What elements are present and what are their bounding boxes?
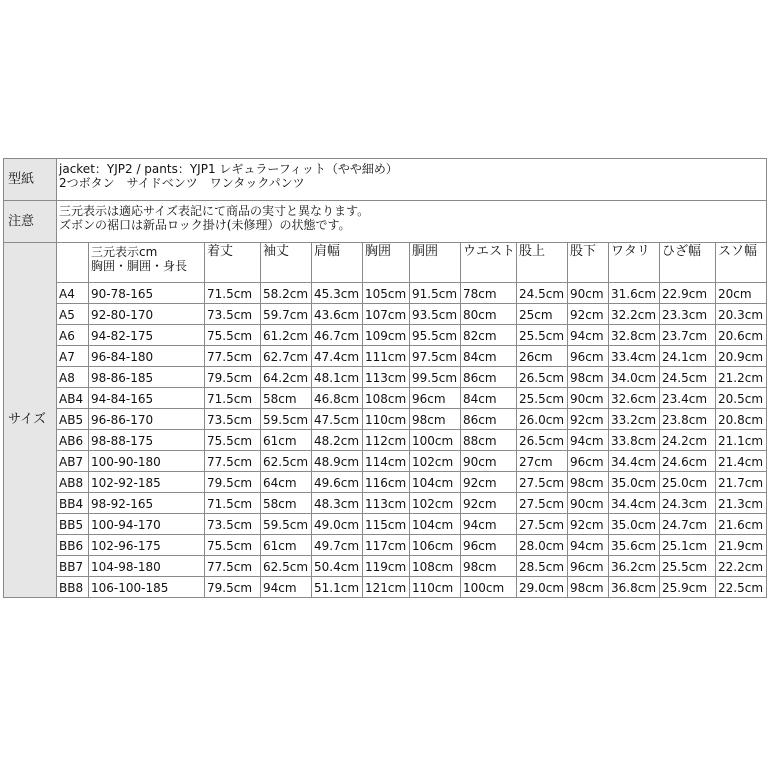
table-row: [4, 388, 767, 409]
size-code: A7: [57, 346, 89, 367]
measurement-cell: 20.8cm: [716, 409, 767, 430]
sanmoto-value: 96-84-180: [89, 346, 205, 367]
measurement-cell: 94cm: [261, 577, 312, 598]
measurement-cell: 36.2cm: [609, 556, 660, 577]
measurement-cell: 94cm: [568, 535, 609, 556]
header-col-5: ウエスト: [461, 243, 517, 283]
measurement-cell: 77.5cm: [205, 451, 261, 472]
measurement-cell: 34.4cm: [609, 493, 660, 514]
size-code: BB8: [57, 577, 89, 598]
header-sanmoto-line-1: 三元表示cm: [91, 245, 158, 259]
measurement-cell: 113cm: [363, 367, 410, 388]
measurement-cell: 20.6cm: [716, 325, 767, 346]
table-row: [4, 472, 767, 493]
measurement-cell: 21.6cm: [716, 514, 767, 535]
pattern-line-2: 2つボタン サイドベンツ ワンタックパンツ: [59, 176, 305, 190]
measurement-cell: 25.5cm: [517, 388, 568, 409]
measurement-cell: 33.4cm: [609, 346, 660, 367]
measurement-cell: 88cm: [461, 430, 517, 451]
header-col-3: 胸囲: [363, 243, 410, 283]
measurement-cell: 32.2cm: [609, 304, 660, 325]
measurement-cell: 45.3cm: [312, 283, 363, 304]
size-code: AB8: [57, 472, 89, 493]
header-col-2: 肩幅: [312, 243, 363, 283]
measurement-cell: 110cm: [363, 409, 410, 430]
table-row: [4, 493, 767, 514]
table-row: [4, 535, 767, 556]
measurement-cell: 61.2cm: [261, 325, 312, 346]
measurement-cell: 90cm: [568, 493, 609, 514]
measurement-cell: 23.8cm: [660, 409, 716, 430]
table-row: [4, 451, 767, 472]
measurement-cell: 58cm: [261, 493, 312, 514]
measurement-cell: 117cm: [363, 535, 410, 556]
header-col-1: 袖丈: [261, 243, 312, 283]
measurement-cell: 96cm: [568, 556, 609, 577]
table-row: [4, 346, 767, 367]
measurement-cell: 79.5cm: [205, 367, 261, 388]
size-code: A5: [57, 304, 89, 325]
measurement-cell: 75.5cm: [205, 535, 261, 556]
pattern-label: 型紙: [4, 159, 57, 201]
size-code: A4: [57, 283, 89, 304]
measurement-cell: 93.5cm: [410, 304, 461, 325]
measurement-cell: 64.2cm: [261, 367, 312, 388]
table-row: [4, 304, 767, 325]
note-label: 注意: [4, 201, 57, 243]
measurement-cell: 49.7cm: [312, 535, 363, 556]
header-col-0: 着丈: [205, 243, 261, 283]
measurement-cell: 33.2cm: [609, 409, 660, 430]
measurement-cell: 64cm: [261, 472, 312, 493]
sanmoto-value: 102-96-175: [89, 535, 205, 556]
measurement-cell: 62.5cm: [261, 451, 312, 472]
measurement-cell: 102cm: [410, 451, 461, 472]
measurement-cell: 96cm: [410, 388, 461, 409]
measurement-cell: 71.5cm: [205, 388, 261, 409]
measurement-cell: 71.5cm: [205, 493, 261, 514]
measurement-cell: 92cm: [568, 304, 609, 325]
measurement-cell: 47.4cm: [312, 346, 363, 367]
measurement-cell: 58.2cm: [261, 283, 312, 304]
size-label: サイズ: [4, 243, 57, 598]
measurement-cell: 48.1cm: [312, 367, 363, 388]
measurement-cell: 92cm: [568, 514, 609, 535]
measurement-cell: 23.7cm: [660, 325, 716, 346]
header-col-8: ワタリ: [609, 243, 660, 283]
measurement-cell: 48.3cm: [312, 493, 363, 514]
measurement-cell: 90cm: [568, 388, 609, 409]
measurement-cell: 75.5cm: [205, 430, 261, 451]
note-line-1: 三元表示は適応サイズ表記にて商品の実寸と異なります。: [59, 204, 370, 218]
measurement-cell: 102cm: [410, 493, 461, 514]
sanmoto-value: 98-86-185: [89, 367, 205, 388]
measurement-cell: 71.5cm: [205, 283, 261, 304]
measurement-cell: 98cm: [568, 367, 609, 388]
measurement-cell: 99.5cm: [410, 367, 461, 388]
header-sanmoto-line-2: 胸囲・胴囲・身長: [91, 259, 188, 273]
measurement-cell: 24.5cm: [517, 283, 568, 304]
measurement-cell: 77.5cm: [205, 556, 261, 577]
measurement-cell: 115cm: [363, 514, 410, 535]
measurement-cell: 34.0cm: [609, 367, 660, 388]
measurement-cell: 86cm: [461, 367, 517, 388]
measurement-cell: 27cm: [517, 451, 568, 472]
measurement-cell: 73.5cm: [205, 409, 261, 430]
table-row: [4, 514, 767, 535]
table-row: [4, 325, 767, 346]
size-code: AB6: [57, 430, 89, 451]
measurement-cell: 21.9cm: [716, 535, 767, 556]
pattern-row: [4, 159, 767, 201]
size-chart-body: [4, 159, 767, 598]
measurement-cell: 73.5cm: [205, 304, 261, 325]
measurement-cell: 106cm: [410, 535, 461, 556]
table-row: [4, 577, 767, 598]
measurement-cell: 20.3cm: [716, 304, 767, 325]
size-code: BB5: [57, 514, 89, 535]
measurement-cell: 92cm: [568, 409, 609, 430]
measurement-cell: 111cm: [363, 346, 410, 367]
measurement-cell: 36.8cm: [609, 577, 660, 598]
measurement-cell: 62.7cm: [261, 346, 312, 367]
measurement-cell: 31.6cm: [609, 283, 660, 304]
sanmoto-value: 102-92-185: [89, 472, 205, 493]
measurement-cell: 61cm: [261, 430, 312, 451]
measurement-cell: 29.0cm: [517, 577, 568, 598]
size-code: BB4: [57, 493, 89, 514]
measurement-cell: 25.5cm: [517, 325, 568, 346]
measurement-cell: 97.5cm: [410, 346, 461, 367]
measurement-cell: 109cm: [363, 325, 410, 346]
measurement-cell: 59.5cm: [261, 514, 312, 535]
measurement-cell: 25cm: [517, 304, 568, 325]
measurement-cell: 24.6cm: [660, 451, 716, 472]
measurement-cell: 75.5cm: [205, 325, 261, 346]
measurement-cell: 24.5cm: [660, 367, 716, 388]
sanmoto-value: 90-78-165: [89, 283, 205, 304]
measurement-cell: 84cm: [461, 388, 517, 409]
measurement-cell: 21.2cm: [716, 367, 767, 388]
measurement-cell: 98cm: [568, 472, 609, 493]
measurement-cell: 20.5cm: [716, 388, 767, 409]
size-code: BB7: [57, 556, 89, 577]
measurement-cell: 35.0cm: [609, 514, 660, 535]
measurement-cell: 110cm: [410, 577, 461, 598]
measurement-cell: 25.0cm: [660, 472, 716, 493]
measurement-cell: 49.0cm: [312, 514, 363, 535]
measurement-cell: 51.1cm: [312, 577, 363, 598]
measurement-cell: 62.5cm: [261, 556, 312, 577]
sanmoto-value: 96-86-170: [89, 409, 205, 430]
measurement-cell: 59.7cm: [261, 304, 312, 325]
measurement-cell: 28.5cm: [517, 556, 568, 577]
measurement-cell: 22.5cm: [716, 577, 767, 598]
header-col-10: スソ幅: [716, 243, 767, 283]
header-col-4: 胴囲: [410, 243, 461, 283]
measurement-cell: 21.1cm: [716, 430, 767, 451]
measurement-cell: 43.6cm: [312, 304, 363, 325]
measurement-cell: 23.4cm: [660, 388, 716, 409]
table-row: [4, 430, 767, 451]
measurement-cell: 98cm: [410, 409, 461, 430]
sanmoto-value: 100-90-180: [89, 451, 205, 472]
note-row: [4, 201, 767, 243]
measurement-cell: 105cm: [363, 283, 410, 304]
measurement-cell: 22.2cm: [716, 556, 767, 577]
header-col-6: 股上: [517, 243, 568, 283]
measurement-cell: 26.5cm: [517, 430, 568, 451]
measurement-cell: 32.6cm: [609, 388, 660, 409]
measurement-cell: 47.5cm: [312, 409, 363, 430]
measurement-cell: 49.6cm: [312, 472, 363, 493]
measurement-cell: 58cm: [261, 388, 312, 409]
size-code: AB5: [57, 409, 89, 430]
header-size-blank: [57, 243, 89, 283]
measurement-cell: 20.9cm: [716, 346, 767, 367]
size-code: A8: [57, 367, 89, 388]
measurement-cell: 82cm: [461, 325, 517, 346]
measurement-cell: 104cm: [410, 514, 461, 535]
measurement-cell: 27.5cm: [517, 472, 568, 493]
measurement-cell: 35.0cm: [609, 472, 660, 493]
measurement-cell: 90cm: [461, 451, 517, 472]
measurement-cell: 24.2cm: [660, 430, 716, 451]
note-detail: [57, 201, 767, 243]
measurement-cell: 90cm: [568, 283, 609, 304]
measurement-cell: 107cm: [363, 304, 410, 325]
sanmoto-value: 104-98-180: [89, 556, 205, 577]
measurement-cell: 94cm: [568, 325, 609, 346]
measurement-cell: 77.5cm: [205, 346, 261, 367]
measurement-cell: 21.4cm: [716, 451, 767, 472]
pattern-detail: [57, 159, 767, 201]
sanmoto-value: 94-84-165: [89, 388, 205, 409]
measurement-cell: 116cm: [363, 472, 410, 493]
measurement-cell: 92cm: [461, 493, 517, 514]
measurement-cell: 100cm: [410, 430, 461, 451]
measurement-cell: 27.5cm: [517, 493, 568, 514]
measurement-cell: 92cm: [461, 472, 517, 493]
measurement-cell: 32.8cm: [609, 325, 660, 346]
measurement-cell: 25.5cm: [660, 556, 716, 577]
measurement-cell: 79.5cm: [205, 472, 261, 493]
size-code: AB7: [57, 451, 89, 472]
measurement-cell: 108cm: [410, 556, 461, 577]
measurement-cell: 26.5cm: [517, 367, 568, 388]
measurement-cell: 21.3cm: [716, 493, 767, 514]
sanmoto-value: 98-92-165: [89, 493, 205, 514]
measurement-cell: 34.4cm: [609, 451, 660, 472]
measurement-cell: 114cm: [363, 451, 410, 472]
measurement-cell: 28.0cm: [517, 535, 568, 556]
measurement-cell: 26.0cm: [517, 409, 568, 430]
measurement-cell: 24.7cm: [660, 514, 716, 535]
measurement-cell: 96cm: [461, 535, 517, 556]
table-row: [4, 367, 767, 388]
measurement-cell: 86cm: [461, 409, 517, 430]
measurement-cell: 108cm: [363, 388, 410, 409]
measurement-cell: 113cm: [363, 493, 410, 514]
measurement-cell: 20cm: [716, 283, 767, 304]
measurement-cell: 50.4cm: [312, 556, 363, 577]
measurement-cell: 104cm: [410, 472, 461, 493]
sanmoto-value: 100-94-170: [89, 514, 205, 535]
measurement-cell: 35.6cm: [609, 535, 660, 556]
measurement-cell: 100cm: [461, 577, 517, 598]
measurement-cell: 23.3cm: [660, 304, 716, 325]
measurement-cell: 27.5cm: [517, 514, 568, 535]
size-code: AB4: [57, 388, 89, 409]
sanmoto-value: 98-88-175: [89, 430, 205, 451]
measurement-cell: 24.3cm: [660, 493, 716, 514]
measurement-cell: 98cm: [461, 556, 517, 577]
measurement-cell: 80cm: [461, 304, 517, 325]
pattern-line-1: jacket：YJP2 / pants：YJP1 レギュラーフィット（やや細め）: [59, 162, 398, 176]
note-line-2: ズボンの裾口は新品ロック掛け(未修理）の状態です。: [59, 218, 351, 232]
measurement-cell: 95.5cm: [410, 325, 461, 346]
measurement-cell: 96cm: [568, 346, 609, 367]
header-row: [4, 243, 767, 283]
measurement-cell: 33.8cm: [609, 430, 660, 451]
size-code: BB6: [57, 535, 89, 556]
size-chart-table: [3, 158, 767, 598]
measurement-cell: 98cm: [568, 577, 609, 598]
measurement-cell: 112cm: [363, 430, 410, 451]
measurement-cell: 84cm: [461, 346, 517, 367]
measurement-cell: 46.7cm: [312, 325, 363, 346]
measurement-cell: 96cm: [568, 451, 609, 472]
sanmoto-value: 94-82-175: [89, 325, 205, 346]
measurement-cell: 48.9cm: [312, 451, 363, 472]
header-sanmoto: [89, 243, 205, 283]
measurement-cell: 78cm: [461, 283, 517, 304]
measurement-cell: 73.5cm: [205, 514, 261, 535]
measurement-cell: 94cm: [461, 514, 517, 535]
table-row: [4, 556, 767, 577]
size-code: A6: [57, 325, 89, 346]
measurement-cell: 59.5cm: [261, 409, 312, 430]
header-col-7: 股下: [568, 243, 609, 283]
measurement-cell: 25.1cm: [660, 535, 716, 556]
measurement-cell: 26cm: [517, 346, 568, 367]
measurement-cell: 119cm: [363, 556, 410, 577]
measurement-cell: 91.5cm: [410, 283, 461, 304]
measurement-cell: 25.9cm: [660, 577, 716, 598]
measurement-cell: 46.8cm: [312, 388, 363, 409]
measurement-cell: 79.5cm: [205, 577, 261, 598]
table-row: [4, 283, 767, 304]
measurement-cell: 21.7cm: [716, 472, 767, 493]
measurement-cell: 61cm: [261, 535, 312, 556]
measurement-cell: 22.9cm: [660, 283, 716, 304]
sanmoto-value: 92-80-170: [89, 304, 205, 325]
measurement-cell: 24.1cm: [660, 346, 716, 367]
header-col-9: ひざ幅: [660, 243, 716, 283]
table-row: [4, 409, 767, 430]
measurement-cell: 94cm: [568, 430, 609, 451]
measurement-cell: 48.2cm: [312, 430, 363, 451]
measurement-cell: 121cm: [363, 577, 410, 598]
sanmoto-value: 106-100-185: [89, 577, 205, 598]
